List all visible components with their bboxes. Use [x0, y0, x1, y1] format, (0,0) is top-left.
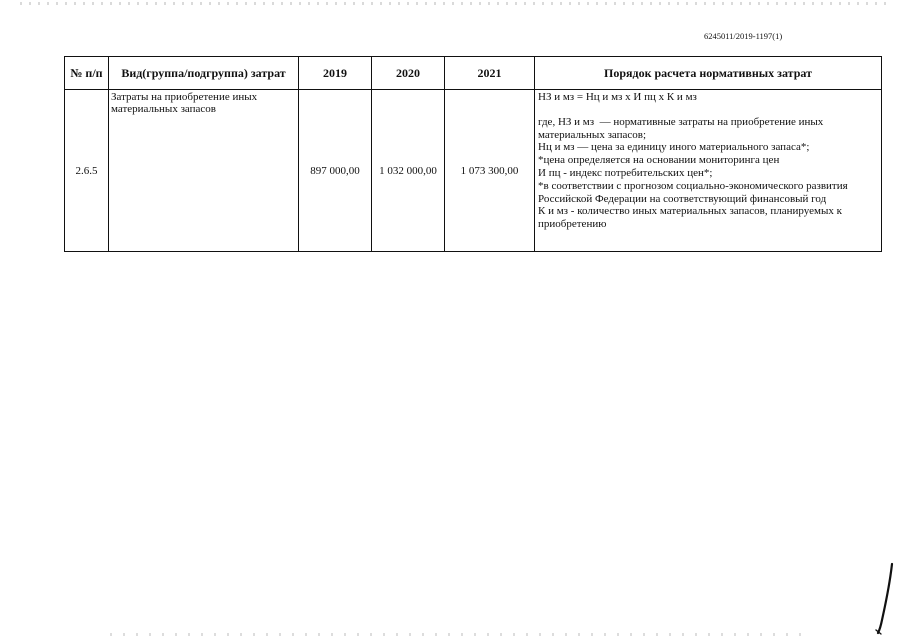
row-cost-type: Затраты на приобретение иных материальных запасов [109, 90, 299, 252]
header-num: № п/п [65, 57, 109, 90]
header-calculation-method: Порядок расчета нормативных затрат [535, 57, 882, 90]
table-row [65, 90, 882, 252]
row-value-2020: 1 032 000,00 [372, 90, 445, 252]
header-year-2019: 2019 [299, 57, 372, 90]
row-num: 2.6.5 [65, 90, 109, 252]
cost-table [64, 56, 882, 252]
scan-artifact-top [20, 2, 890, 5]
method-line-forecast-note: *в соответствии с прогнозом социально-экономического развития Российской Федерации на соответствующий финансовый год [538, 179, 851, 205]
header-cost-type: Вид(группа/подгруппа) затрат [109, 57, 299, 90]
method-spacer [538, 104, 878, 116]
method-line-quantity: К и мз - количество иных материальных запасов, планируемых к приобретению [538, 205, 845, 231]
scan-artifact-bottom [110, 633, 810, 636]
signature-mark [872, 562, 896, 636]
method-formula: НЗ и мз = Нц и мз х И пц х К и мз [538, 91, 697, 103]
method-line-definition: где, НЗ и мз — нормативные затраты на приобретение иных материальных запасов; [538, 115, 827, 141]
method-line-price-index: И пц - индекс потребительских цен*; [538, 166, 713, 179]
row-value-2019: 897 000,00 [299, 90, 372, 252]
row-value-2021: 1 073 300,00 [445, 90, 535, 252]
document-code: 6245011/2019-1197(1) [704, 31, 783, 41]
header-year-2021: 2021 [445, 57, 535, 90]
method-line-unit-price: Нц и мз — цена за единицу иного материального запаса*; [538, 141, 810, 154]
row-calculation-method [535, 90, 882, 252]
table-header-row [65, 57, 882, 90]
method-line-price-note: *цена определяется на основании мониторинга цен [538, 154, 780, 167]
header-year-2020: 2020 [372, 57, 445, 90]
